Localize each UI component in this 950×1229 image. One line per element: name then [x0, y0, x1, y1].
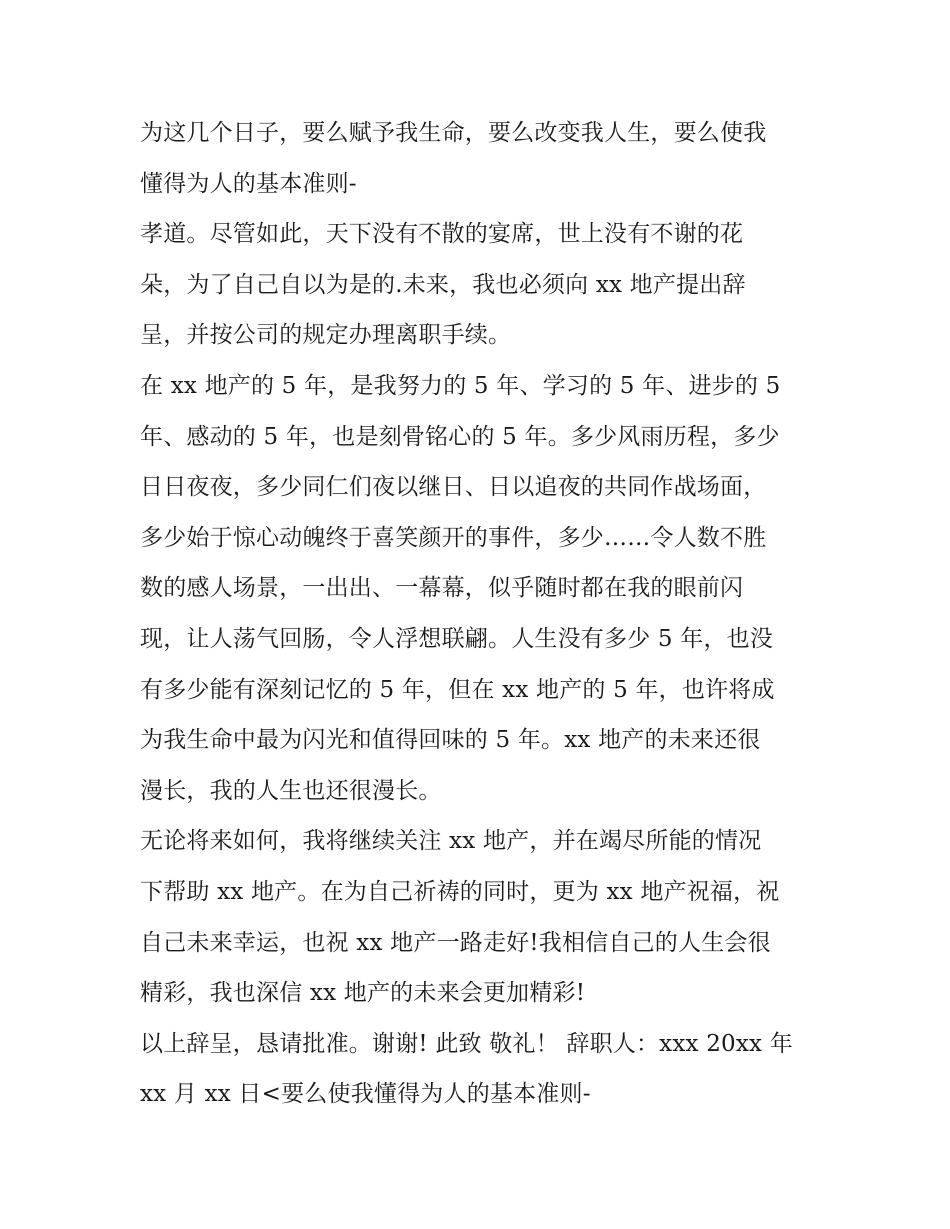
text-line: 年、感动的 5 年，也是刻骨铭心的 5 年。多少风雨历程，多少: [140, 423, 780, 450]
text-line: 为这几个日子，要么赋予我生命，要么改变我人生，要么使我: [140, 120, 767, 146]
text-line: 现，让人荡气回肠，令人浮想联翩。人生没有多少 5 年，也没: [140, 625, 774, 652]
text-line: 孝道。尽管如此，天下没有不散的宴席，世上没有不谢的花: [140, 221, 744, 248]
text-line: 以上辞呈，恳请批准。谢谢! 此致 敬礼！ 辞职人：xxx 20xx 年: [140, 1030, 793, 1057]
text-line: 无论将来如何，我将继续关注 xx 地产，并在竭尽所能的情况: [140, 828, 762, 855]
text-line: 自己未来幸运，也祝 xx 地产一路走好!我相信自己的人生会很: [140, 929, 771, 956]
text-line: 精彩，我也深信 xx 地产的未来会更加精彩!: [140, 980, 586, 1007]
resignation-letter-text: [140, 108, 830, 1120]
text-line: 朵，为了自己自以为是的.未来，我也必须向 xx 地产提出辞: [140, 271, 746, 298]
text-line: 漫长，我的人生也还很漫长。: [140, 777, 442, 804]
text-line: 日日夜夜，多少同仁们夜以继日、日以追夜的共同作战场面，: [140, 474, 767, 501]
text-line: 下帮助 xx 地产。在为自己祈祷的同时，更为 xx 地产祝福，祝: [140, 878, 780, 905]
text-line: xx 月 xx 日<要么使我懂得为人的基本准则-: [140, 1081, 591, 1108]
text-line: 懂得为人的基本准则-: [140, 170, 357, 197]
text-line: 数的感人场景，一出出、一幕幕，似乎随时都在我的眼前闪: [140, 575, 744, 602]
text-line: 呈，并按公司的规定办理离职手续。: [140, 322, 512, 349]
text-line: 多少始于惊心动魄终于喜笑颜开的事件，多少……令人数不胜: [140, 524, 767, 551]
text-line: 为我生命中最为闪光和值得回味的 5 年。xx 地产的未来还很: [140, 727, 761, 754]
text-line: 有多少能有深刻记忆的 5 年，但在 xx 地产的 5 年，也许将成: [140, 676, 775, 703]
text-line: 在 xx 地产的 5 年，是我努力的 5 年、学习的 5 年、进步的 5: [140, 372, 781, 399]
